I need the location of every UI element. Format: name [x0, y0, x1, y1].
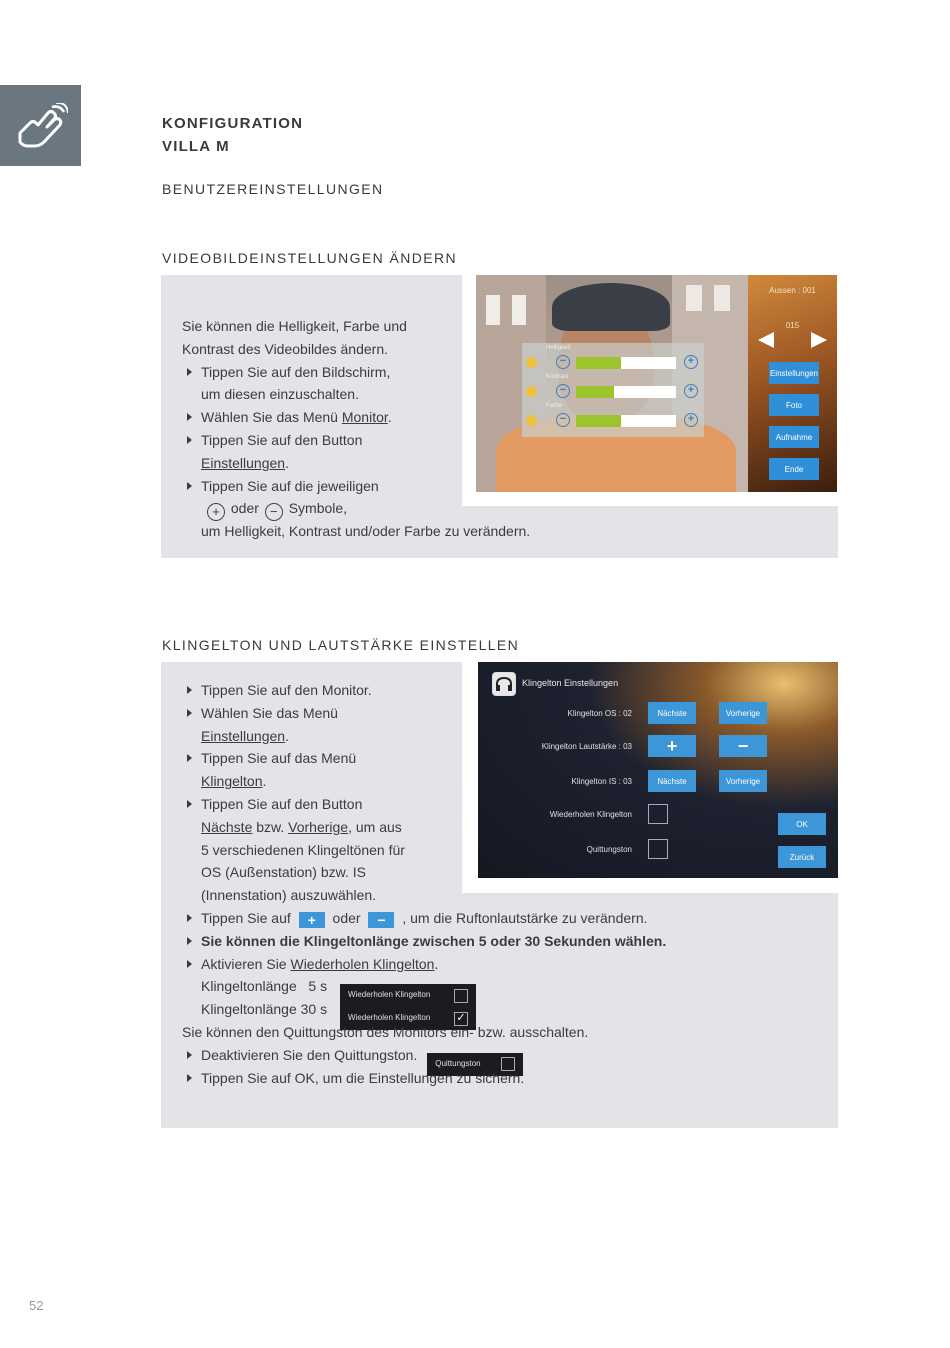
volume-plus-button[interactable]: + [648, 735, 696, 757]
sun-icon [526, 415, 537, 426]
minus-icon[interactable]: − [556, 384, 570, 398]
page-title: KONFIGURATION VILLA M [162, 115, 304, 155]
repeat-ringtone-label: Wiederholen Klingelton [549, 810, 632, 819]
page-subtitle: BENUTZEREINSTELLUNGEN [162, 181, 384, 197]
arrow-left-icon[interactable] [758, 332, 774, 348]
ringtone-is-label: Klingelton IS : 03 [571, 777, 632, 786]
next-os-button[interactable]: Nächste [648, 702, 696, 724]
contrast-slider[interactable] [526, 383, 702, 399]
section2-text: Tippen Sie auf den Monitor. Wählen Sie das Menü Einstellungen. Tippen Sie auf das Menü Klingelton. Tippen Sie auf den Button Nächste bzw. Vorherige, um aus 5 verschiedenen Klingeltönen für OS (Außenstation) bzw. IS (Innenstation) auszuwählen. Tippen Sie auf + oder − , um die Ruftonlautstärke zu verändern. Sie können die Klingeltonlänge zwischen 5 oder 30 Sekunden wählen. Aktivieren Sie Wiederholen Klingelton. Klingeltonlänge 5 s Wiederholen Klingelton Klingeltonlänge 30 s Wiederholen Klingelton ✓ Sie können den Quittungston des Monitors ein- bzw. ausschalten. Deaktivieren Sie den Quittungston. Quittungston Tippen Sie auf OK, um die Einstellungen zu sichern. [182, 679, 666, 1089]
headphone-icon [492, 672, 516, 696]
back-button[interactable]: Zurück [778, 846, 826, 868]
section-title-video: VIDEOBILDEINSTELLUNGEN ÄNDERN [162, 250, 457, 266]
color-slider[interactable] [526, 412, 702, 428]
plus-circle-icon: + [207, 503, 225, 521]
acknowledge-tone-label: Quittungston [586, 845, 632, 854]
ringtone-volume-label: Klingelton Lautstärke : 03 [541, 742, 632, 751]
page-number: 52 [29, 1298, 44, 1313]
video-image [476, 275, 748, 492]
sun-icon [526, 357, 537, 368]
video-sidebar: Aussen : 001 015 Einstellungen Foto Aufnahme Ende [748, 275, 837, 492]
touch-hand-icon [0, 85, 81, 166]
prev-is-button[interactable]: Vorherige [719, 770, 767, 792]
minus-circle-icon: − [265, 503, 283, 521]
minus-button-icon: − [368, 912, 394, 928]
acknowledge-tone-checkbox[interactable] [648, 839, 668, 859]
next-is-button[interactable]: Nächste [648, 770, 696, 792]
minus-icon[interactable]: − [556, 413, 570, 427]
arrow-right-icon[interactable] [811, 332, 827, 348]
ringtone-os-label: Klingelton OS : 02 [567, 709, 632, 718]
video-settings-screenshot [476, 275, 837, 492]
ok-button[interactable]: OK [778, 813, 826, 835]
plus-icon[interactable]: + [684, 413, 698, 427]
settings-button[interactable]: Einstellungen [769, 362, 819, 384]
photo-button[interactable]: Foto [769, 394, 819, 416]
repeat-ringtone-checkbox[interactable] [648, 804, 668, 824]
acknowledge-tone-preview: Quittungston [427, 1053, 523, 1076]
end-button[interactable]: Ende [769, 458, 819, 480]
adjustment-overlay: Helligkeit − + Kontrast − + Farbe − + [522, 343, 704, 437]
prev-os-button[interactable]: Vorherige [719, 702, 767, 724]
ringtone-screen-title: Klingelton Einstellungen [522, 678, 619, 688]
record-button[interactable]: Aufnahme [769, 426, 819, 448]
section1-text: Sie können die Helligkeit, Farbe und Kontrast des Videobildes ändern. Tippen Sie auf den Bildschirm, um diesen einzuschalten. Wählen Sie das Menü Monitor. Tippen Sie auf den Button Einstellungen. Tippen Sie auf die jeweiligen + oder − Symbole, um Helligkeit, Kontrast und/oder Farbe zu verändern. [182, 318, 531, 540]
ringtone-settings-screenshot [478, 662, 838, 878]
plus-icon[interactable]: + [684, 355, 698, 369]
volume-minus-button[interactable]: − [719, 735, 767, 757]
brightness-slider[interactable] [526, 354, 702, 370]
repeat-off-preview: Wiederholen Klingelton [340, 984, 476, 1007]
section-title-ringtone: KLINGELTON UND LAUTSTÄRKE EINSTELLEN [162, 637, 520, 653]
plus-button-icon: + [299, 912, 325, 928]
repeat-on-preview: Wiederholen Klingelton ✓ [340, 1007, 476, 1030]
checked-box-icon: ✓ [454, 1012, 468, 1026]
sun-icon [526, 386, 537, 397]
plus-icon[interactable]: + [684, 384, 698, 398]
minus-icon[interactable]: − [556, 355, 570, 369]
